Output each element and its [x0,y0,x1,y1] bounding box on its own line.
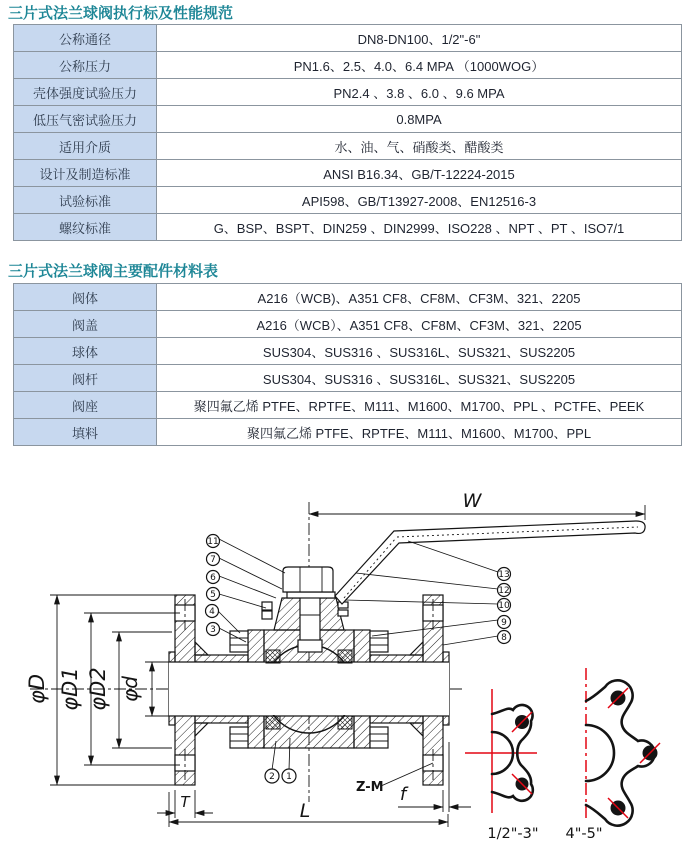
balloon-8 [498,631,511,644]
table-row: 阀体 A216（WCB)、A351 CF8、CF8M、CF3M、321、2205 [14,284,682,311]
svg-text:7: 7 [210,555,216,565]
balloon-11 [207,535,220,548]
svg-text:9: 9 [501,618,507,628]
svg-text:8: 8 [501,633,507,643]
end-view-small [465,689,539,842]
balloon-4 [206,605,219,618]
dim-label-l: L [299,800,311,822]
table-row: 螺纹标准 G、BSP、BSPT、DIN259 、DIN2999、ISO228 、NPT 、PT 、ISO7/1 [14,214,682,241]
svg-text:13: 13 [498,570,510,580]
svg-text:4: 4 [209,607,215,617]
table-row: 填料 聚四氟乙烯 PTFE、RPTFE、M111、M1600、M1700、PPL [14,419,682,446]
balloon-2 [265,769,279,783]
dim-label-phi-d2: φD2 [86,667,110,711]
svg-text:11: 11 [207,537,219,547]
valve-technical-drawing [0,450,696,852]
end-view-large-label: 4"-5" [565,826,603,842]
table-row: 阀盖 A216（WCB）、A351 CF8、CF8M、CF3M、321、2205 [14,311,682,338]
handle [335,521,645,604]
dim-label-phi-d: φD [25,673,49,705]
table-row: 阀座 聚四氟乙烯 PTFE、RPTFE、M111、M1600、M1700、PPL 、PCTFE、PEEK [14,392,682,419]
seat [266,650,280,663]
table-row: 设计及制造标准 ANSI B16.34、GB/T-12224-2015 [14,160,682,187]
table-row: 适用介质 水、油、气、硝酸类、醋酸类 [14,133,682,160]
end-view-large [565,668,660,842]
materials-table [13,283,682,446]
balloon-6 [207,571,220,584]
spec-table [13,24,682,241]
svg-text:6: 6 [210,573,216,583]
dim-label-zm: Z-M [356,780,384,795]
materials-table-title: 三片式法兰球阀主要配件材料表 [8,263,219,280]
table-row: 阀杆 SUS304、SUS316 、SUS316L、SUS321、SUS2205 [14,365,682,392]
table-row: 试验标准 API598、GB/T13927-2008、EN12516-3 [14,187,682,214]
table-row: 球体 SUS304、SUS316 、SUS316L、SUS321、SUS2205 [14,338,682,365]
svg-text:5: 5 [210,590,216,600]
dim-label-t: T [180,793,190,811]
svg-text:2: 2 [269,772,275,782]
svg-text:1: 1 [286,772,292,782]
dim-label-phi-dd: φd [118,676,142,702]
balloon-5 [207,588,220,601]
spec-table-title: 三片式法兰球阀执行标及性能规范 [8,5,234,22]
stem-washer [287,592,335,598]
table-row: 公称通径 DN8-DN100、1/2"-6" [14,25,682,52]
stem-nut [283,567,333,592]
svg-text:3: 3 [210,625,216,635]
balloon-7 [207,553,220,566]
table-row: 低压气密试验压力 0.8MPA [14,106,682,133]
main-section-view [30,502,645,802]
gland-pin [262,602,272,610]
balloon-12 [498,584,511,597]
balloon-10 [498,599,511,612]
table-row: 壳体强度试验压力 PN2.4 、3.8 、6.0 、9.6 MPA [14,79,682,106]
dim-label-phi-d1: φD1 [58,667,82,711]
svg-text:12: 12 [498,586,510,596]
balloon-1 [282,769,296,783]
table-row: 公称压力 PN1.6、2.5、4.0、6.4 MPA （1000WOG） [14,52,682,79]
balloon-13 [498,568,511,581]
balloon-3 [207,623,220,636]
svg-text:10: 10 [498,601,510,611]
dim-label-w: W [462,490,482,512]
end-view-small-label: 1/2"-3" [487,826,539,842]
balloon-9 [498,616,511,629]
dim-label-f: f [399,784,407,805]
